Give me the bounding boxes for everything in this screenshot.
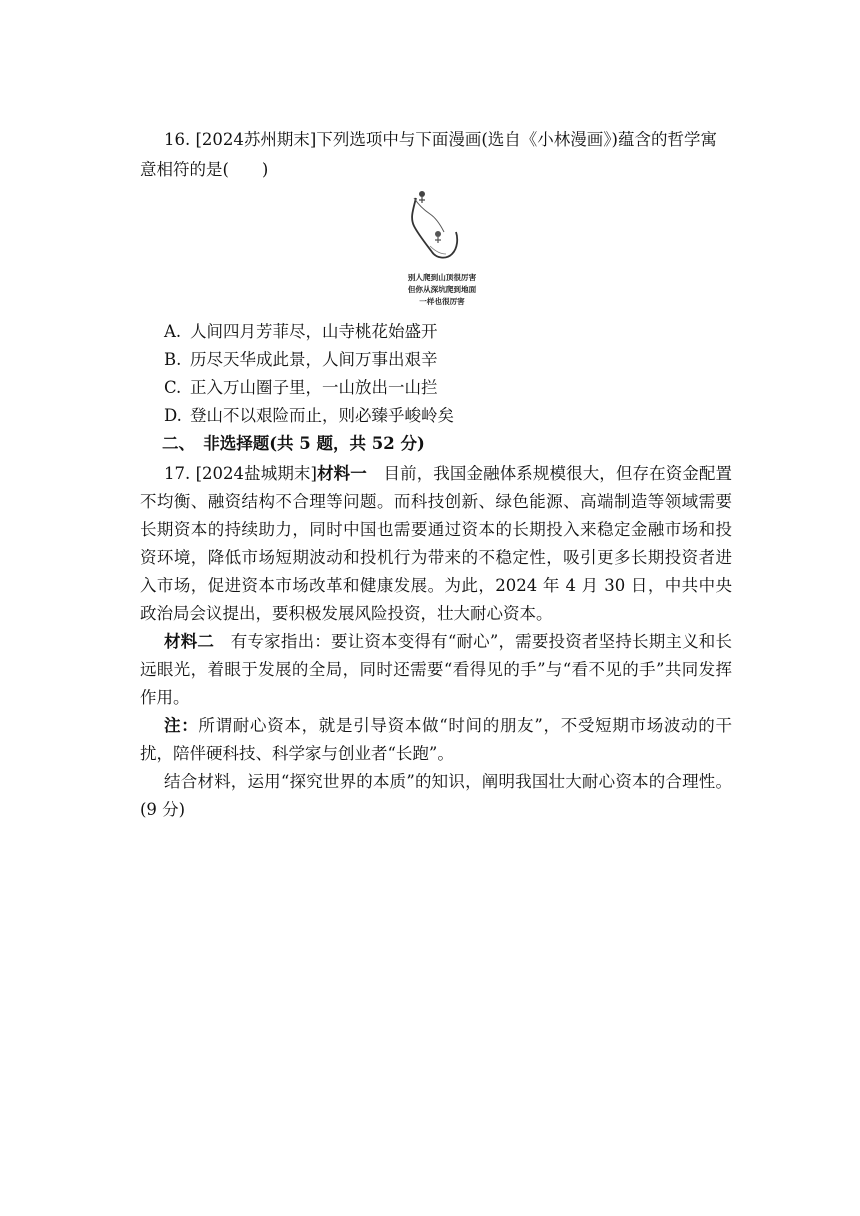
note-text: 所谓耐心资本，就是引导资本做“时间的朋友”，不受短期市场波动的干扰，陪伴硬科技、科学家与创业者“长跑”。 — [140, 716, 733, 763]
note-label: 注： — [164, 716, 199, 735]
cartoon-caption-line: 别人爬到山顶很厉害 — [407, 273, 477, 282]
q17-number: 17. — [164, 464, 191, 483]
section-heading: 二、 非选择题(共 5 题，共 52 分) — [162, 434, 425, 453]
q16-number: 16. — [164, 130, 191, 149]
q16-stem-line2: 意相符的是( ) — [140, 160, 269, 179]
cartoon-drawing — [404, 188, 484, 272]
cartoon-figure — [382, 188, 502, 318]
q16-stem-text: 下列选项中与下面漫画(选自《小林漫画》)蕴含的哲学寓 — [316, 130, 717, 149]
material-one-text: 目前，我国金融体系规模很大，但存在资金配置不均衡、融资结构不合理等问题。而科技创新、绿色能源、高端制造等领域需要长期资本的持续助力，同时中国也需要通过资本的长期投入来稳定金融市场和投资环境，降低市场短期波动和投机行为带来的不稳定性，吸引更多长期投资者进入市场，促进资本市场改革和健康发展。为此，2024 年 4 月 30 日，中共中央政治局会议提出，要积极发展风险投资，壮大耐心资本。 — [140, 464, 733, 623]
q17-material-two — [140, 628, 732, 712]
q17-material-one — [140, 460, 732, 628]
exam-page — [140, 128, 732, 824]
q17-note — [140, 712, 732, 768]
option-letter: A. — [164, 322, 182, 341]
option-text: 登山不以艰险而止，则必臻乎峻岭矣 — [190, 406, 454, 425]
cartoon-caption — [382, 272, 502, 308]
q17-source: [2024盐城期末] — [195, 464, 317, 483]
option-d[interactable] — [164, 402, 732, 430]
option-a[interactable] — [164, 318, 732, 346]
option-letter: C. — [164, 378, 182, 397]
material-two-text: 有专家指出：要让资本变得有“耐心”，需要投资者坚持长期主义和长远眼光，着眼于发展的全局，同时还需要“看得见的手”与“看不见的手”共同发挥作用。 — [140, 632, 733, 707]
q16-source: [2024苏州期末] — [195, 130, 317, 149]
cartoon-caption-line: 一样也很厉害 — [419, 297, 465, 306]
material-two-label: 材料二 — [164, 632, 215, 651]
q16-stem-line1 — [140, 128, 732, 152]
option-text: 人间四月芳菲尽，山寺桃花始盛开 — [190, 322, 438, 341]
option-c[interactable] — [164, 374, 732, 402]
cartoon-caption-line: 但你从深坑爬到地面 — [407, 285, 477, 294]
option-b[interactable] — [164, 346, 732, 374]
option-letter: B. — [164, 350, 182, 369]
option-text: 正入万山圈子里，一山放出一山拦 — [190, 378, 438, 397]
material-one-label: 材料一 — [316, 464, 367, 483]
option-text: 历尽天华成此景，人间万事出艰辛 — [190, 350, 438, 369]
option-letter: D. — [164, 406, 182, 425]
q17-task: 结合材料，运用“探究世界的本质”的知识，阐明我国壮大耐心资本的合理性。(9 分) — [140, 772, 732, 819]
